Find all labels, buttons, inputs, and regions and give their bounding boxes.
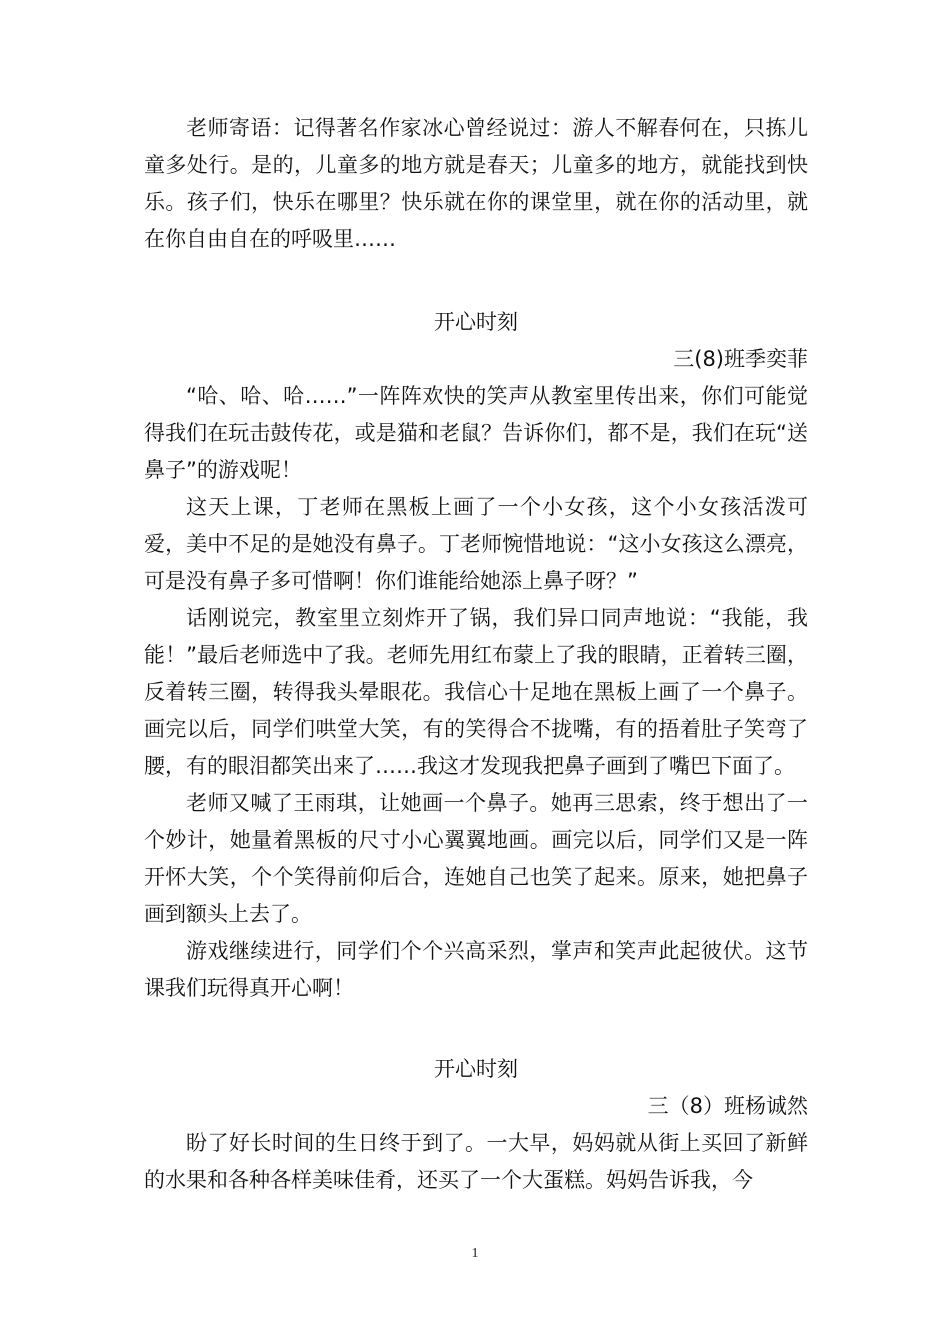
- article-1-author: 三(8)班季奕菲: [673, 347, 808, 371]
- page-number: 1: [471, 1246, 479, 1261]
- article-1-paragraph: 游戏继续进行，同学们个个兴高采烈，掌声和笑声此起彼伏。这节课我们玩得真开心啊！: [144, 939, 808, 1000]
- article-1-paragraph: 这天上课，丁老师在黑板上画了一个小女孩，这个小女孩活泼可爱，美中不足的是她没有鼻子。丁老师惋惜地说：“这小女孩这么漂亮，可是没有鼻子多可惜啊！你们谁能给她添上鼻子呀？”: [144, 495, 808, 593]
- article-2-paragraph: 盼了好长时间的生日终于到了。一大早，妈妈就从街上买回了新鲜的水果和各种各样美味佳肴，还买了一个大蛋糕。妈妈告诉我，今: [144, 1131, 808, 1192]
- article-1-paragraph: 话刚说完，教室里立刻炸开了锅，我们异口同声地说：“我能，我能！”最后老师选中了我。老师先用红布蒙上了我的眼睛，正着转三圈，反着转三圈，转得我头晕眼花。我信心十足地在黑板上画了一个鼻子。画完以后，同学们哄堂大笑，有的笑得合不拢嘴，有的捂着肚子笑弯了腰，有的眼泪都笑出来了……我这才发现我把鼻子画到了嘴巴下面了。: [144, 606, 808, 778]
- teacher-note: 老师寄语：记得著名作家冰心曾经说过：游人不解春何在，只拣儿童多处行。是的，儿童多的地方就是春天；儿童多的地方，就能找到快乐。孩子们，快乐在哪里？快乐就在你的课堂里，就在你的活动里，就在你自由自在的呼吸里……: [144, 116, 808, 251]
- section-spacer: [144, 258, 808, 304]
- article-2-title: 开心时刻: [434, 1057, 518, 1081]
- article-1-title: 开心时刻: [434, 310, 518, 334]
- article-2-author: 三（8）班杨诚然: [647, 1094, 808, 1118]
- article-1-paragraph: 老师又喊了王雨琪，让她画一个鼻子。她再三思索，终于想出了一个妙计，她量着黑板的尺寸小心翼翼地画。画完以后，同学们又是一阵开怀大笑，个个笑得前仰后合，连她自己也笑了起来。原来，她把鼻子画到额头上去了。: [144, 791, 808, 926]
- article-1-paragraph: “哈、哈、哈……”一阵阵欢快的笑声从教室里传出来，你们可能觉得我们在玩击鼓传花，或是猫和老鼠？告诉你们，都不是，我们在玩“送鼻子”的游戏呢！: [144, 384, 808, 482]
- document-body: [144, 110, 808, 1199]
- section-spacer: [144, 1007, 808, 1051]
